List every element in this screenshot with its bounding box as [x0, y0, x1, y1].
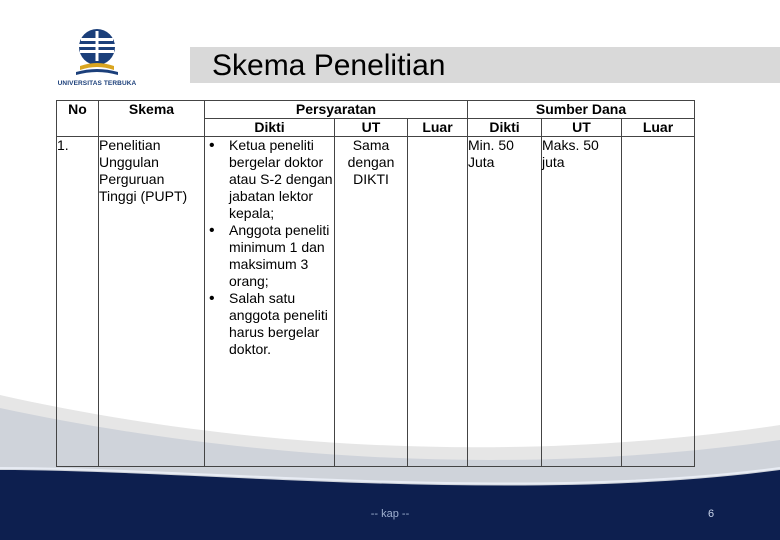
cell-skema: Penelitian Unggulan Perguruan Tinggi (PUPT): [99, 137, 205, 467]
footer-text: -- kap --: [370, 508, 410, 520]
cell-dana-ut: Maks. 50 juta: [542, 137, 622, 467]
cell-dana-luar: [622, 137, 695, 467]
requirement-item: • Anggota peneliti minimum 1 dan maksimum 3 orang;: [229, 222, 334, 290]
slide-title: Skema Penelitian: [212, 49, 446, 82]
column-group-persyaratan: Persyaratan: [205, 101, 468, 119]
requirement-item: • Ketua peneliti bergelar doktor atau S-2 dengan jabatan lektor kepala;: [229, 137, 334, 222]
cell-persyaratan-dikti: [205, 137, 335, 467]
subheader-persyaratan-dikti: Dikti: [205, 119, 335, 137]
column-group-sumber-dana: Sumber Dana: [468, 101, 695, 119]
cell-dana-dikti: Min. 50 Juta: [468, 137, 542, 467]
requirements-list: [205, 137, 334, 358]
subheader-persyaratan-luar: Luar: [408, 119, 468, 137]
column-header-no: No: [57, 101, 99, 137]
university-emblem-icon: [54, 28, 140, 80]
header-row-groups: [57, 101, 695, 119]
research-scheme-table: [56, 100, 695, 467]
cell-no: 1.: [57, 137, 99, 467]
university-logo: [54, 28, 140, 92]
logo-text: UNIVERSITAS TERBUKA: [57, 80, 137, 87]
requirement-item: • Salah satu anggota peneliti harus bergelar doktor.: [229, 290, 334, 358]
subheader-dana-luar: Luar: [622, 119, 695, 137]
subheader-persyaratan-ut: UT: [335, 119, 408, 137]
table-row: [57, 137, 695, 467]
column-header-skema: Skema: [99, 101, 205, 137]
cell-persyaratan-luar: [408, 137, 468, 467]
subheader-dana-ut: UT: [542, 119, 622, 137]
cell-persyaratan-ut: Sama dengan DIKTI: [335, 137, 408, 467]
page-number: 6: [708, 508, 715, 520]
title-bar: [190, 47, 780, 83]
subheader-dana-dikti: Dikti: [468, 119, 542, 137]
